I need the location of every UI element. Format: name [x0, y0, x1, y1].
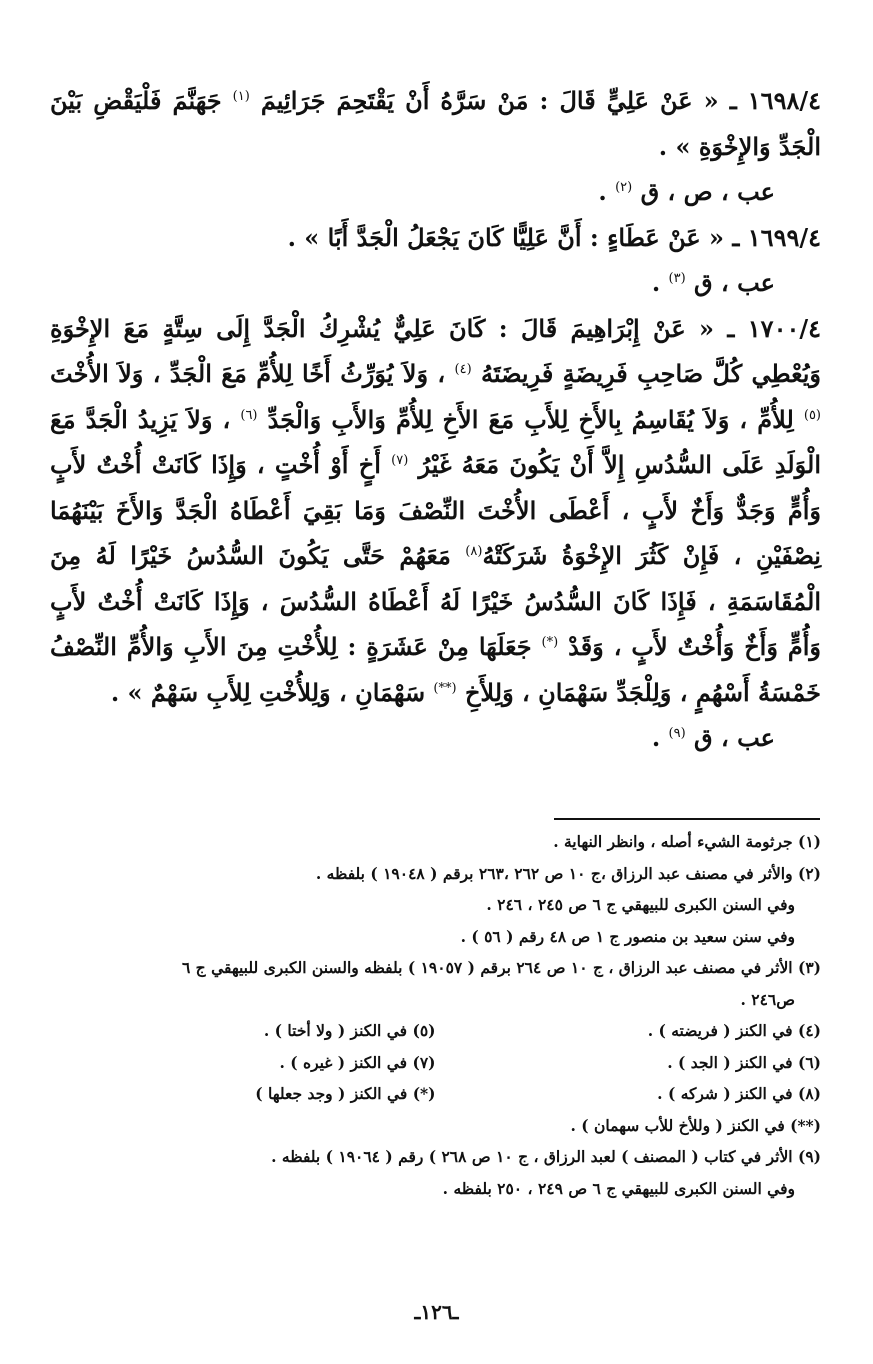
footnotes	[50, 826, 821, 1204]
footnote-row	[50, 1047, 821, 1079]
footnote-ref[interactable]: (٢)	[615, 180, 633, 195]
footnote-8: (٨) في الكنز ( شركه ) .	[657, 1084, 821, 1103]
footnote-ref[interactable]: (٩)	[668, 726, 686, 741]
footnote-5: (٥) في الكنز ( ولا أختا ) .	[263, 1021, 436, 1040]
footnote-2-cont: وفي السنن الكبرى للبيهقي ج ٦ ص ٢٤٥ ، ٢٤٦ .	[486, 895, 795, 914]
footnote-double-star: (**) في الكنز ( وللأخ للأب سهمان ) .	[570, 1115, 821, 1135]
footnote-ref[interactable]: (*)	[541, 635, 559, 650]
footnote-row	[50, 1078, 821, 1110]
footnote-3: (٣) الأثر في مصنف عبد الرزاق ، ج ١٠ ص ٢٦٤ برقم ( ١٩٠٥٧ ) بلفظه والسنن الكبرى للبيهقي ج ٦	[181, 958, 821, 977]
footnote-ref[interactable]: (٨)	[465, 544, 483, 559]
footnote-1: (١) جرثومة الشيء أصله ، وانظر النهاية .	[553, 832, 821, 851]
footnote-ref[interactable]: (٧)	[391, 453, 409, 468]
hadith-1698: ١٦٩٨/٤ ـ « عَنْ عَلِيٍّ قَالَ : مَنْ سَرَّهُ أَنْ يَقْتَحِمَ جَرَائِيمَ $^{(١)}$ جَهَنَّمَ فَلْيَقْضِ بَيْنَ الْجَدِّ وَالإِخْوَةِ » .	[50, 86, 821, 161]
footnote-divider	[554, 818, 820, 820]
source-line: عب ، ق $^{(٣)}$ .	[651, 268, 775, 297]
hadith-1699: ١٦٩٩/٤ ـ « عَنْ عَطَاءٍ : أَنَّ عَلِيًّا كَانَ يَجْعَلُ الْجَدَّ أَبًا » .	[287, 222, 821, 252]
footnote-ref[interactable]: (**)	[433, 680, 457, 696]
footnote-9: (٩) الأثر في كتاب ( المصنف ) لعبد الرزاق ، ج ١٠ ص ٢٦٨ ) رقم ( ١٩٠٦٤ ) بلفظه .	[271, 1147, 821, 1166]
footnote-4: (٤) في الكنز ( فريضته ) .	[647, 1021, 821, 1040]
footnote-2-cont: وفي سنن سعيد بن منصور ج ١ ص ٤٨ رقم ( ٥٦ ) .	[460, 926, 795, 946]
footnote-star: (*) في الكنز ( وجد جعلها )	[255, 1084, 436, 1103]
main-text	[50, 78, 821, 761]
footnote-7: (٧) في الكنز ( غيره ) .	[279, 1052, 436, 1072]
footnote-9-cont: وفي السنن الكبرى للبيهقي ج ٦ ص ٢٤٩ ، ٢٥٠ بلفظه .	[442, 1178, 795, 1198]
footnote-ref[interactable]: (٦)	[240, 407, 258, 423]
footnote-2: (٢) والأثر في مصنف عبد الرزاق ،ج ١٠ ص ٢٦٢ ،٢٦٣ برقم ( ١٩٠٤٨ ) بلفظه .	[315, 863, 821, 883]
footnote-ref[interactable]: (٤)	[454, 362, 472, 377]
source-line: عب ، ق $^{(٩)}$ .	[651, 723, 775, 752]
footnote-3-cont: ص٢٤٦ .	[740, 989, 795, 1009]
source-line: عب ، ص ، ق $^{(٢)}$ .	[598, 177, 775, 206]
footnote-row	[50, 1015, 821, 1047]
page-number: ـ١٢٦ـ	[414, 1300, 459, 1324]
hadith-1700: ١٧٠٠/٤ ـ « عَنْ إِبْرَاهِيمَ قَالَ : كَانَ عَلِيٌّ يُشْرِكُ الْجَدَّ إِلَى سِتَّةٍ مَعَ الإِخْوَةِ وَيُعْطِي كُلَّ صَاحِبِ فَرِيضَةٍ فَرِيضَتَهُ $^{(٤)}$ ، وَلاَ يُوَرِّثُ أَخًا لِلأُمِّ مَعَ الْجَدِّ ، وَلاَ الأُخْتَ $^{(٥)}$ لِلأُمِّ ، وَلاَ يُقَاسِمُ بِالأَخِ لِلأَبِ مَعَ الأَخِ لِلأُمِّ وَالأَبِ وَالْجَدِّ $^{(٦)}$ ، وَلاَ يَزِيدُ الْجَدَّ مَعَ الْوَلَدِ عَلَى السُّدُسِ إِلاَّ أَنْ يَكُونَ مَعَهُ غَيْرُ $^{(٧)}$ أَخٍ أَوْ أُخْتٍ ، وَإِذَا كَانَتْ أُخْتٌ لأَبٍ وَأُمٍّ وَجَدٌّ وَأَخٌ لأَبٍ ، أَعْطَى الأُخْتَ النِّصْفَ وَمَا بَقِيَ أَعْطَاهُ الْجَدَّ وَالأَخَ بَيْنَهُمَا نِصْفَيْنِ ، فَإِنْ كَثُرَ الإِخْوَةُ شَرَكَتْهُ$^{(٨)}$ مَعَهُمْ حَتَّى يَكُونَ السُّدُسُ خَيْرًا لَهُ مِنَ الْمُقَاسَمَةِ ، فَإِذَا كَانَ السُّدُسُ خَيْرًا لَهُ أَعْطَاهُ السُّدُسَ ، وَإِذَا كَانَتْ أُخْتٌ لأَبٍ وَأُمٍّ وَأَخٌ وَأُخْتٌ لأَبٍ ، وَقَدْ (*) جَعَلَهَا مِنْ عَشَرَةٍ : لِلأُخْتِ مِنَ الأَبِ وَالأُمِّ النِّصْفُ خَمْسَةُ أَسْهُمٍ ، وَلِلْجَدِّ سَهْمَانِ ، وَلِلأَخِ (**) سَهْمَانِ ، وَلِلأُخْتِ لِلأَبِ سَهْمٌ » .	[50, 313, 821, 707]
footnote-ref[interactable]: (٥)	[803, 407, 821, 423]
footnote-ref[interactable]: (٣)	[668, 271, 686, 286]
footnote-6: (٦) في الكنز ( الجد ) .	[667, 1052, 821, 1072]
footnote-ref[interactable]: (١)	[232, 89, 250, 104]
